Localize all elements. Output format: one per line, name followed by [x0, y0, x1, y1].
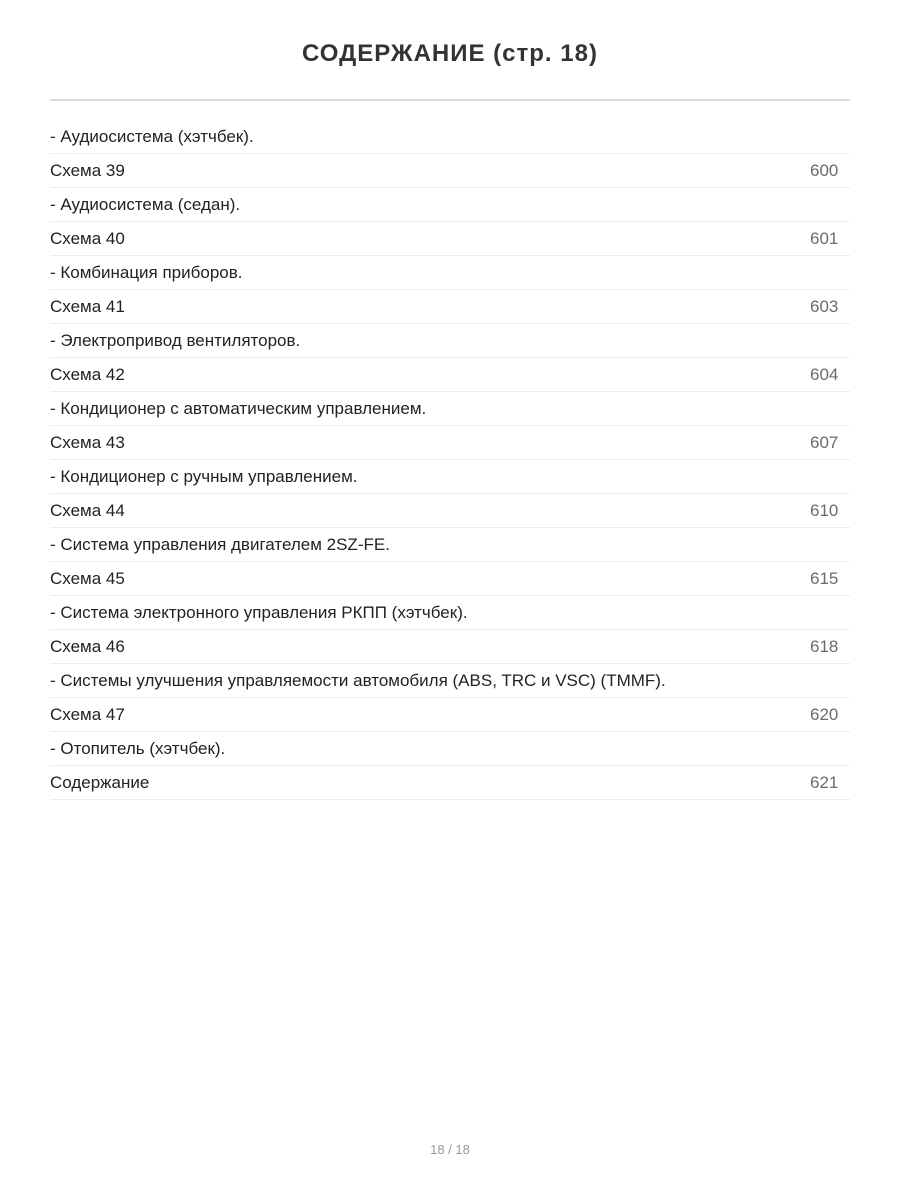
toc-entry-label: - Аудиосистема (седан). — [50, 195, 241, 214]
toc-entry[interactable] — [50, 596, 850, 630]
toc-entry-label: - Комбинация приборов. — [50, 263, 243, 282]
toc-entry-page: 620 — [810, 705, 839, 724]
toc-entry-page: 615 — [810, 569, 839, 588]
toc-entry-label: Схема 47 — [50, 705, 125, 724]
toc-entry-label: Схема 42 — [50, 365, 125, 384]
toc-list — [50, 120, 850, 800]
toc-entry-page: 601 — [810, 229, 839, 248]
toc-entry[interactable] — [50, 494, 850, 528]
toc-entry[interactable] — [50, 732, 850, 766]
toc-entry-label: Схема 41 — [50, 297, 125, 316]
toc-entry[interactable] — [50, 766, 850, 800]
toc-entry[interactable] — [50, 698, 850, 732]
toc-entry[interactable] — [50, 664, 850, 698]
toc-entry[interactable] — [50, 290, 850, 324]
title-divider — [50, 99, 850, 101]
toc-entry[interactable] — [50, 154, 850, 188]
toc-entry[interactable] — [50, 324, 850, 358]
toc-entry-label: - Аудиосистема (хэтчбек). — [50, 127, 254, 146]
toc-entry[interactable] — [50, 358, 850, 392]
toc-entry[interactable] — [50, 222, 850, 256]
toc-entry-label: - Система электронного управления РКПП (хэтчбек). — [50, 603, 468, 622]
toc-entry[interactable] — [50, 256, 850, 290]
toc-entry-page: 610 — [810, 501, 839, 520]
toc-entry-label: Схема 40 — [50, 229, 125, 248]
toc-entry-label: Схема 46 — [50, 637, 125, 656]
toc-entry[interactable] — [50, 528, 850, 562]
toc-entry-label: - Система управления двигателем 2SZ-FE. — [50, 535, 390, 554]
toc-entry-page: 618 — [810, 637, 839, 656]
toc-entry-label: - Системы улучшения управляемости автомобиля (ABS, TRC и VSC) (TMMF). — [50, 671, 666, 690]
toc-entry-label: Содержание — [50, 773, 150, 792]
toc-entry-label: Схема 44 — [50, 501, 125, 520]
toc-entry-page: 600 — [810, 161, 839, 180]
toc-entry[interactable] — [50, 392, 850, 426]
toc-entry-label: - Электропривод вентиляторов. — [50, 331, 301, 350]
toc-entry-label: - Кондиционер с ручным управлением. — [50, 467, 358, 486]
toc-entry-page: 607 — [810, 433, 839, 452]
toc-entry[interactable] — [50, 426, 850, 460]
toc-entry-page: 604 — [810, 365, 839, 384]
toc-entry-page: 603 — [810, 297, 839, 316]
page-indicator: 18 / 18 — [430, 1142, 470, 1157]
toc-entry[interactable] — [50, 188, 850, 222]
toc-entry[interactable] — [50, 630, 850, 664]
page-title: СОДЕРЖАНИЕ (стр. 18) — [302, 40, 598, 67]
toc-entry-label: Схема 39 — [50, 161, 125, 180]
toc-entry-label: Схема 45 — [50, 569, 125, 588]
toc-entry-label: Схема 43 — [50, 433, 125, 452]
toc-entry[interactable] — [50, 460, 850, 494]
toc-entry[interactable] — [50, 562, 850, 596]
toc-entry-label: - Отопитель (хэтчбек). — [50, 739, 226, 758]
toc-entry-label: - Кондиционер с автоматическим управлением. — [50, 399, 427, 418]
toc-entry[interactable] — [50, 120, 850, 154]
toc-entry-page: 621 — [810, 773, 839, 792]
